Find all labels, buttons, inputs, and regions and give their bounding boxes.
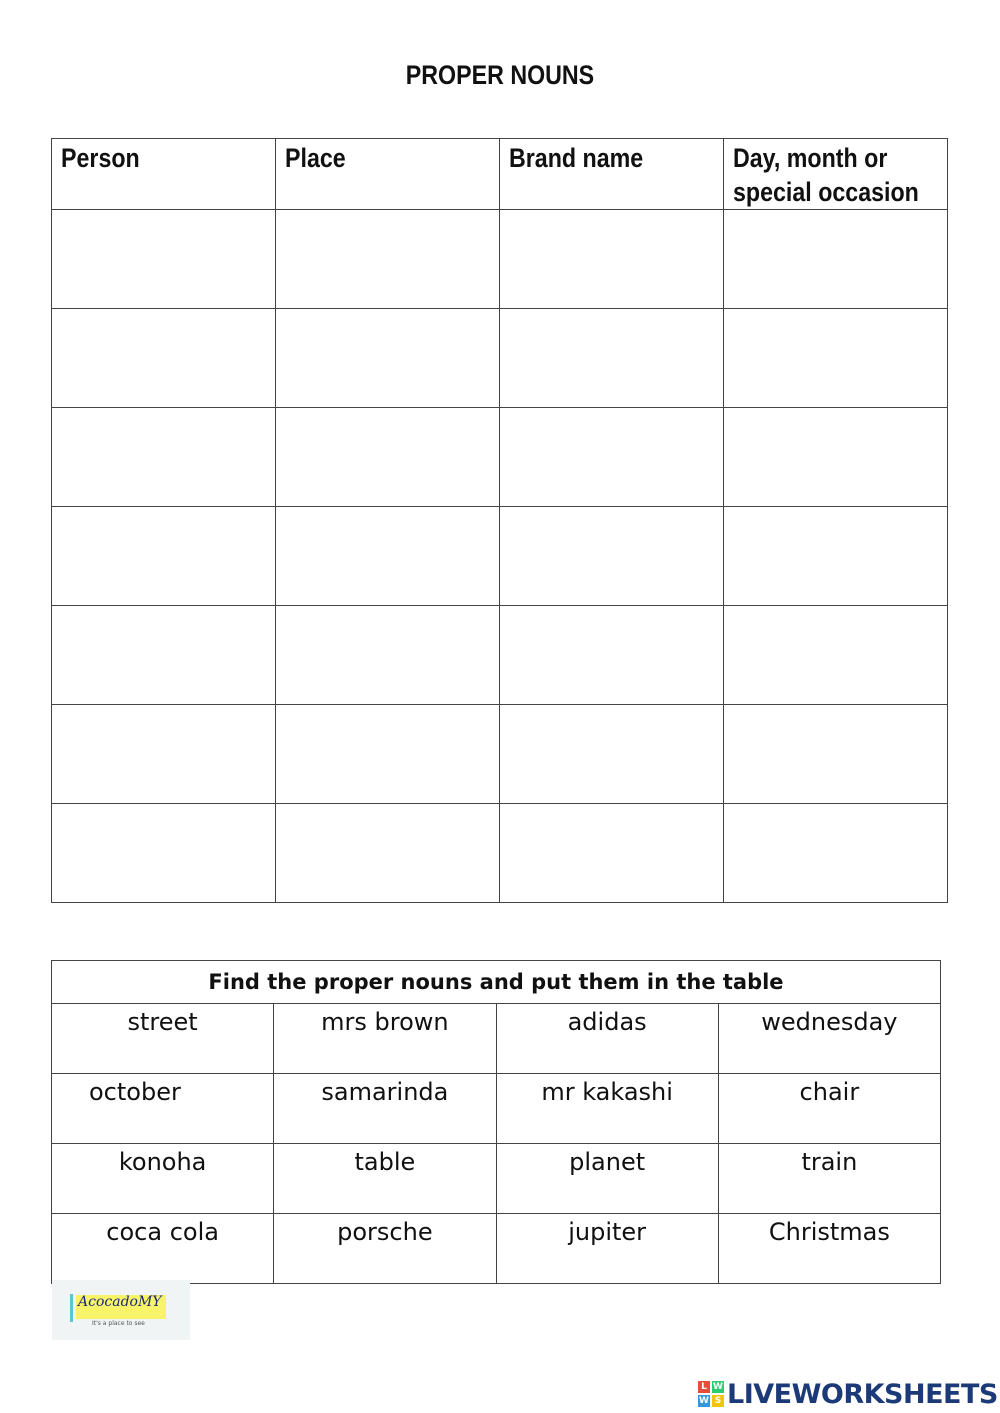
word-bank-row [52,1004,941,1074]
answer-cell[interactable] [500,705,724,804]
table-row [52,606,948,705]
table-row [52,309,948,408]
answer-cell[interactable] [724,507,948,606]
answer-cell[interactable] [724,210,948,309]
word-bank-table [51,960,941,1284]
word-item[interactable]: table [274,1144,496,1214]
word-bank-row [52,1074,941,1144]
table-row [52,705,948,804]
answer-cell[interactable] [276,705,500,804]
logo-text: AcocadoMY [78,1294,162,1310]
logo-tagline: It's a place to see [92,1320,145,1327]
icon-tile: W [713,1382,723,1392]
answer-cell[interactable] [52,606,276,705]
sort-table-header-row [52,139,948,210]
answer-cell[interactable] [724,408,948,507]
word-item[interactable]: mrs brown [274,1004,496,1074]
acocado-logo [52,1280,190,1340]
word-item[interactable]: konoha [52,1144,274,1214]
header-place: Place [276,139,500,210]
answer-cell[interactable] [724,309,948,408]
word-bank-row [52,1144,941,1214]
table-row [52,507,948,606]
table-row [52,408,948,507]
word-item[interactable]: october [52,1074,274,1144]
answer-cell[interactable] [500,606,724,705]
word-item[interactable]: Christmas [718,1214,940,1284]
header-person: Person [52,139,276,210]
icon-tile: S [712,1395,724,1407]
word-bank-heading: Find the proper nouns and put them in the table [52,961,941,1004]
word-item[interactable]: adidas [496,1004,718,1074]
answer-cell[interactable] [724,804,948,903]
logo-accent-bar [70,1294,73,1322]
word-item[interactable]: mr kakashi [496,1074,718,1144]
answer-cell[interactable] [52,309,276,408]
answer-cell[interactable] [724,705,948,804]
answer-cell[interactable] [276,804,500,903]
page-title: PROPER NOUNS [405,60,595,90]
answer-cell[interactable] [276,309,500,408]
word-bank-row [52,1214,941,1284]
answer-cell[interactable] [52,705,276,804]
answer-cell[interactable] [52,507,276,606]
header-day-month-occasion: Day, month or special occasion [724,139,948,210]
answer-cell[interactable] [52,408,276,507]
answer-cell[interactable] [500,804,724,903]
answer-cell[interactable] [52,804,276,903]
table-row [52,804,948,903]
word-item[interactable]: wednesday [718,1004,940,1074]
liveworksheets-icon [698,1381,724,1407]
icon-tile: W [699,1396,709,1406]
icon-tile: L [698,1381,710,1393]
answer-cell[interactable] [52,210,276,309]
answer-cell[interactable] [276,408,500,507]
liveworksheets-text: LIVEWORKSHEETS [727,1378,998,1410]
header-brand-name: Brand name [500,139,724,210]
answer-cell[interactable] [276,606,500,705]
word-item[interactable]: porsche [274,1214,496,1284]
answer-cell[interactable] [276,210,500,309]
word-item[interactable]: coca cola [52,1214,274,1284]
word-item[interactable]: planet [496,1144,718,1214]
table-row [52,210,948,309]
word-item[interactable]: jupiter [496,1214,718,1284]
answer-cell[interactable] [724,606,948,705]
liveworksheets-watermark [698,1378,998,1410]
answer-cell[interactable] [500,309,724,408]
proper-noun-sort-table [51,138,948,903]
answer-cell[interactable] [500,507,724,606]
answer-cell[interactable] [500,210,724,309]
word-item[interactable]: samarinda [274,1074,496,1144]
word-item[interactable]: train [718,1144,940,1214]
word-item[interactable]: street [52,1004,274,1074]
answer-cell[interactable] [276,507,500,606]
word-item[interactable]: chair [718,1074,940,1144]
answer-cell[interactable] [500,408,724,507]
